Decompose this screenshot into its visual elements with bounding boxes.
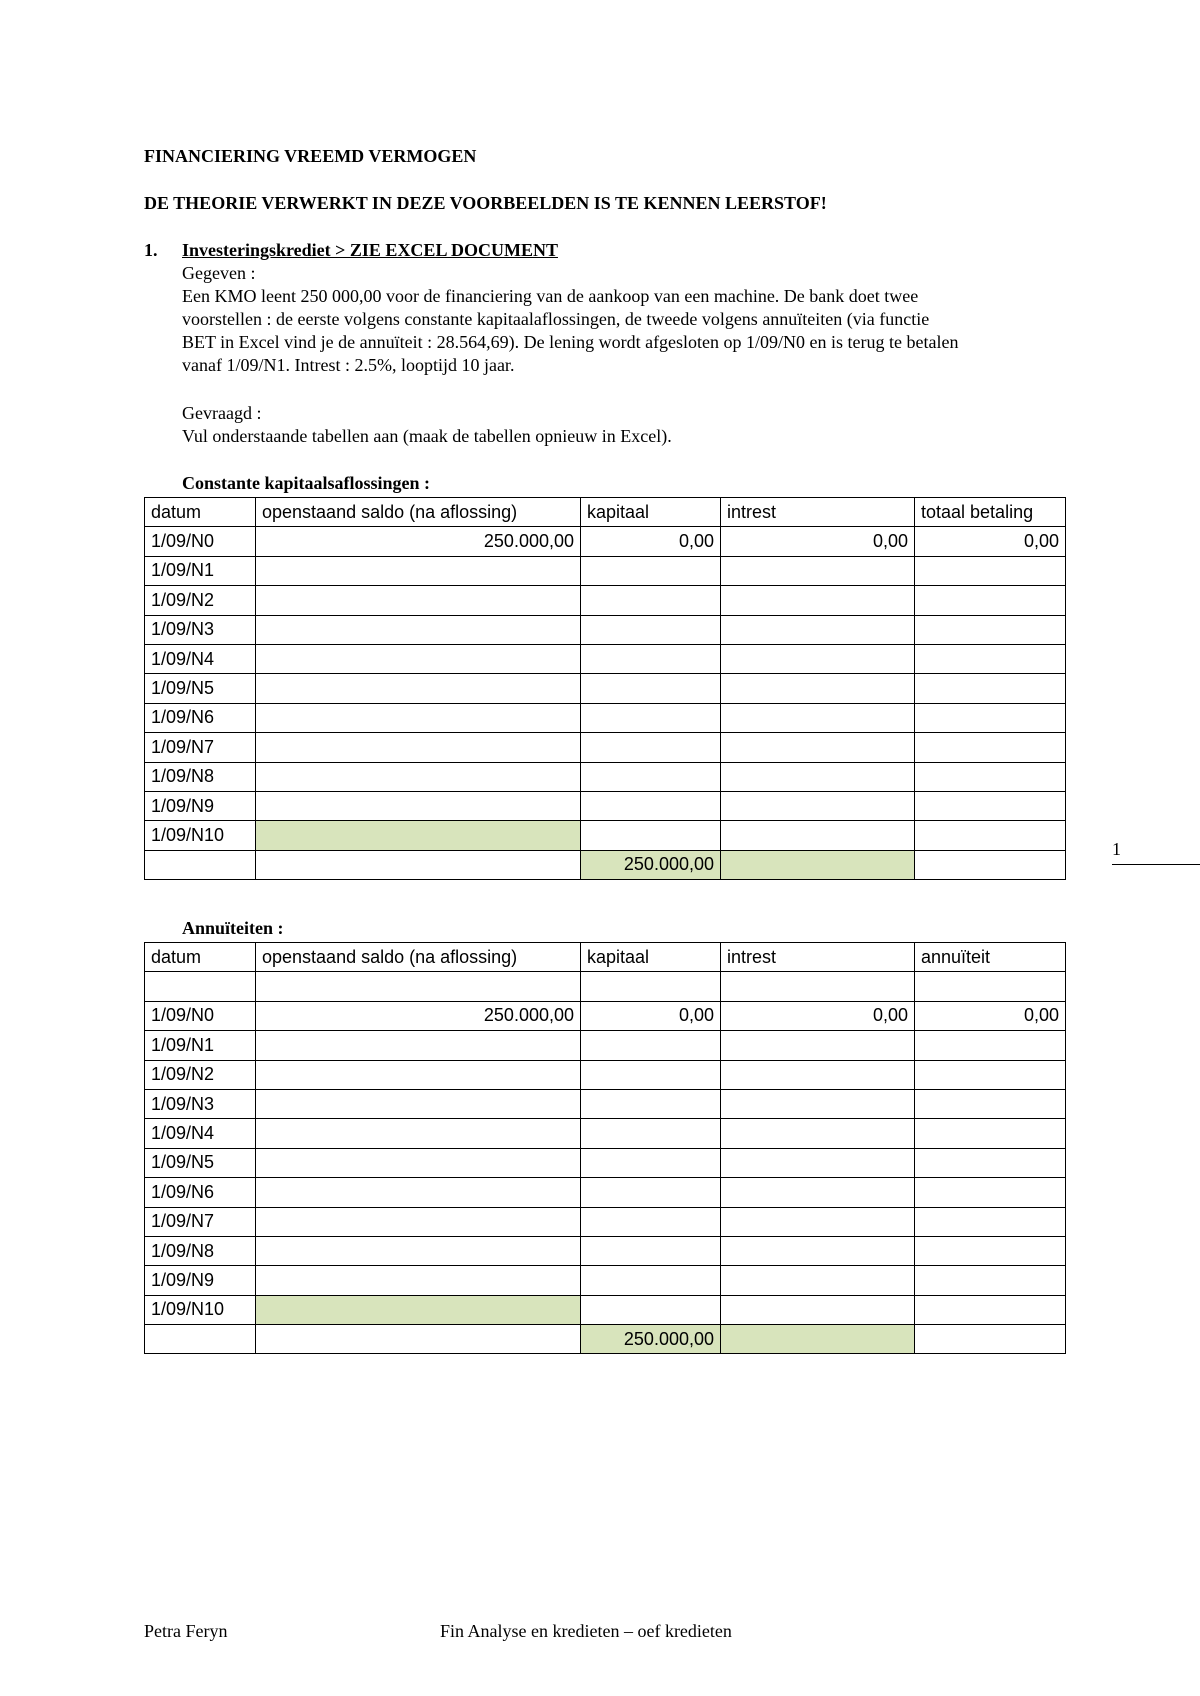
cell-saldo-highlight (256, 821, 581, 850)
cell-kapitaal (581, 733, 721, 762)
table-row (145, 1148, 1066, 1177)
cell-totaal: 0,00 (915, 527, 1066, 556)
table-annuiteiten (144, 942, 1066, 1354)
cell-saldo (256, 703, 581, 732)
asked-label: Gevraagd : (182, 403, 262, 423)
document-subtitle: DE THEORIE VERWERKT IN DEZE VOORBEELDEN IS TE KENNEN LEERSTOF! (144, 193, 827, 213)
cell-empty (915, 972, 1066, 1001)
given-label: Gegeven : (182, 263, 256, 283)
cell-datum: 1/09/N5 (145, 674, 256, 703)
table-row (145, 1001, 1066, 1030)
table-row (145, 791, 1066, 820)
table-constante-kapitaalsaflossingen (144, 497, 1066, 880)
cell-saldo (256, 586, 581, 615)
cell-intrest (721, 1119, 915, 1148)
table-row (145, 1178, 1066, 1207)
cell-intrest (721, 586, 915, 615)
table-row (145, 1031, 1066, 1060)
table-row (145, 703, 1066, 732)
table-row (145, 644, 1066, 673)
cell-saldo: 250.000,00 (256, 527, 581, 556)
col-header: datum (145, 943, 256, 972)
cell-datum: 1/09/N10 (145, 1295, 256, 1324)
asked-text: Vul onderstaande tabellen aan (maak de tabellen opnieuw in Excel). (182, 426, 672, 446)
cell-saldo (256, 556, 581, 585)
cell-datum: 1/09/N7 (145, 1207, 256, 1236)
cell-annuiteit (915, 1119, 1066, 1148)
table-row (145, 1060, 1066, 1089)
table-row (145, 556, 1066, 585)
table-header-row (145, 498, 1066, 527)
cell-totaal (915, 703, 1066, 732)
cell-annuiteit (915, 1207, 1066, 1236)
cell-total-intrest-highlight (721, 1325, 915, 1354)
cell-datum: 1/09/N1 (145, 556, 256, 585)
cell-saldo: 250.000,00 (256, 1001, 581, 1030)
cell-totaal (915, 586, 1066, 615)
cell-annuiteit (915, 1060, 1066, 1089)
cell-annuiteit (915, 1178, 1066, 1207)
cell-intrest (721, 1060, 915, 1089)
cell-annuiteit (915, 1266, 1066, 1295)
table-row (145, 1089, 1066, 1118)
cell-kapitaal (581, 1089, 721, 1118)
cell-saldo (256, 791, 581, 820)
cell-kapitaal (581, 1207, 721, 1236)
cell-annuiteit (915, 1031, 1066, 1060)
cell-datum: 1/09/N4 (145, 644, 256, 673)
cell-empty (145, 850, 256, 879)
cell-saldo (256, 733, 581, 762)
cell-annuiteit: 0,00 (915, 1001, 1066, 1030)
cell-datum: 1/09/N9 (145, 1266, 256, 1295)
cell-kapitaal (581, 556, 721, 585)
page-number-line (1112, 864, 1200, 865)
cell-kapitaal (581, 674, 721, 703)
cell-datum: 1/09/N2 (145, 586, 256, 615)
cell-saldo (256, 1060, 581, 1089)
cell-intrest (721, 1148, 915, 1177)
item-number: 1. (144, 240, 158, 260)
cell-saldo (256, 615, 581, 644)
cell-intrest (721, 821, 915, 850)
cell-datum: 1/09/N1 (145, 1031, 256, 1060)
cell-totaal (915, 615, 1066, 644)
cell-intrest (721, 733, 915, 762)
cell-annuiteit (915, 1236, 1066, 1265)
cell-kapitaal (581, 762, 721, 791)
cell-empty (256, 1325, 581, 1354)
cell-datum: 1/09/N6 (145, 703, 256, 732)
table-total-row (145, 850, 1066, 879)
cell-kapitaal (581, 1148, 721, 1177)
cell-kapitaal (581, 1236, 721, 1265)
cell-intrest (721, 674, 915, 703)
table-row (145, 733, 1066, 762)
cell-annuiteit (915, 1148, 1066, 1177)
cell-datum: 1/09/N8 (145, 1236, 256, 1265)
cell-saldo (256, 1148, 581, 1177)
cell-empty (915, 1325, 1066, 1354)
table-row (145, 821, 1066, 850)
cell-kapitaal (581, 791, 721, 820)
cell-kapitaal (581, 821, 721, 850)
cell-empty (721, 972, 915, 1001)
table-row (145, 1207, 1066, 1236)
table-row (145, 527, 1066, 556)
cell-empty (145, 972, 256, 1001)
table-row (145, 1236, 1066, 1265)
table2-caption: Annuïteiten : (182, 918, 284, 938)
cell-kapitaal: 0,00 (581, 527, 721, 556)
cell-totaal (915, 644, 1066, 673)
col-header: totaal betaling (915, 498, 1066, 527)
cell-intrest (721, 644, 915, 673)
cell-kapitaal (581, 586, 721, 615)
table-row (145, 1295, 1066, 1324)
cell-intrest: 0,00 (721, 1001, 915, 1030)
cell-datum: 1/09/N0 (145, 1001, 256, 1030)
table-total-row (145, 1325, 1066, 1354)
cell-kapitaal (581, 1060, 721, 1089)
cell-intrest (721, 1207, 915, 1236)
cell-intrest (721, 1089, 915, 1118)
cell-datum: 1/09/N8 (145, 762, 256, 791)
table-row (145, 1119, 1066, 1148)
col-header: kapitaal (581, 943, 721, 972)
cell-empty (256, 972, 581, 1001)
table-header-row (145, 943, 1066, 972)
cell-intrest (721, 762, 915, 791)
cell-total-intrest-highlight (721, 850, 915, 879)
cell-datum: 1/09/N2 (145, 1060, 256, 1089)
table1-caption: Constante kapitaalsaflossingen : (182, 473, 431, 493)
cell-datum: 1/09/N0 (145, 527, 256, 556)
cell-kapitaal (581, 615, 721, 644)
cell-datum: 1/09/N4 (145, 1119, 256, 1148)
cell-intrest (721, 1266, 915, 1295)
item-heading: Investeringskrediet > ZIE EXCEL DOCUMENT (182, 240, 558, 260)
cell-intrest (721, 1236, 915, 1265)
cell-empty (256, 850, 581, 879)
cell-datum: 1/09/N3 (145, 615, 256, 644)
cell-totaal (915, 821, 1066, 850)
cell-intrest (721, 703, 915, 732)
cell-empty (145, 1325, 256, 1354)
table-row (145, 586, 1066, 615)
col-header: datum (145, 498, 256, 527)
page-number: 1 (1112, 839, 1121, 859)
cell-datum: 1/09/N6 (145, 1178, 256, 1207)
cell-kapitaal: 0,00 (581, 1001, 721, 1030)
cell-datum: 1/09/N9 (145, 791, 256, 820)
table-row (145, 762, 1066, 791)
given-line: BET in Excel vind je de annuïteit : 28.564,69). De lening wordt afgesloten op 1/09/N0 en is terug te betalen (182, 332, 959, 352)
cell-intrest (721, 1295, 915, 1324)
given-line: voorstellen : de eerste volgens constante kapitaalaflossingen, de tweede volgens annuïteiten (via functie (182, 309, 930, 329)
cell-empty (915, 850, 1066, 879)
cell-saldo (256, 1266, 581, 1295)
cell-annuiteit (915, 1295, 1066, 1324)
cell-saldo-highlight (256, 1295, 581, 1324)
cell-totaal (915, 791, 1066, 820)
cell-kapitaal (581, 644, 721, 673)
cell-saldo (256, 1119, 581, 1148)
col-header: openstaand saldo (na aflossing) (256, 498, 581, 527)
table-row (145, 615, 1066, 644)
table-row-empty (145, 972, 1066, 1001)
cell-intrest (721, 791, 915, 820)
footer-course: Fin Analyse en kredieten – oef kredieten (440, 1621, 732, 1641)
table-row (145, 1266, 1066, 1295)
cell-saldo (256, 644, 581, 673)
footer-author: Petra Feryn (144, 1621, 228, 1641)
cell-totaal (915, 674, 1066, 703)
col-header: intrest (721, 498, 915, 527)
cell-total-kapitaal: 250.000,00 (581, 850, 721, 879)
cell-datum: 1/09/N10 (145, 821, 256, 850)
cell-kapitaal (581, 1119, 721, 1148)
cell-totaal (915, 762, 1066, 791)
cell-datum: 1/09/N5 (145, 1148, 256, 1177)
cell-saldo (256, 1178, 581, 1207)
cell-kapitaal (581, 1266, 721, 1295)
cell-intrest: 0,00 (721, 527, 915, 556)
cell-kapitaal (581, 703, 721, 732)
given-line: vanaf 1/09/N1. Intrest : 2.5%, looptijd 10 jaar. (182, 355, 515, 375)
col-header: openstaand saldo (na aflossing) (256, 943, 581, 972)
cell-kapitaal (581, 1178, 721, 1207)
cell-intrest (721, 615, 915, 644)
cell-kapitaal (581, 1031, 721, 1060)
cell-totaal (915, 556, 1066, 585)
col-header: intrest (721, 943, 915, 972)
cell-intrest (721, 556, 915, 585)
cell-saldo (256, 762, 581, 791)
col-header: annuïteit (915, 943, 1066, 972)
col-header: kapitaal (581, 498, 721, 527)
cell-totaal (915, 733, 1066, 762)
cell-saldo (256, 1031, 581, 1060)
cell-saldo (256, 674, 581, 703)
cell-datum: 1/09/N3 (145, 1089, 256, 1118)
cell-total-kapitaal: 250.000,00 (581, 1325, 721, 1354)
cell-empty (581, 972, 721, 1001)
cell-kapitaal (581, 1295, 721, 1324)
cell-datum: 1/09/N7 (145, 733, 256, 762)
cell-annuiteit (915, 1089, 1066, 1118)
cell-saldo (256, 1207, 581, 1236)
cell-saldo (256, 1089, 581, 1118)
cell-intrest (721, 1031, 915, 1060)
table-row (145, 674, 1066, 703)
document-title: FINANCIERING VREEMD VERMOGEN (144, 146, 477, 166)
cell-intrest (721, 1178, 915, 1207)
given-line: Een KMO leent 250 000,00 voor de financiering van de aankoop van een machine. De bank doet twee (182, 286, 919, 306)
cell-saldo (256, 1236, 581, 1265)
